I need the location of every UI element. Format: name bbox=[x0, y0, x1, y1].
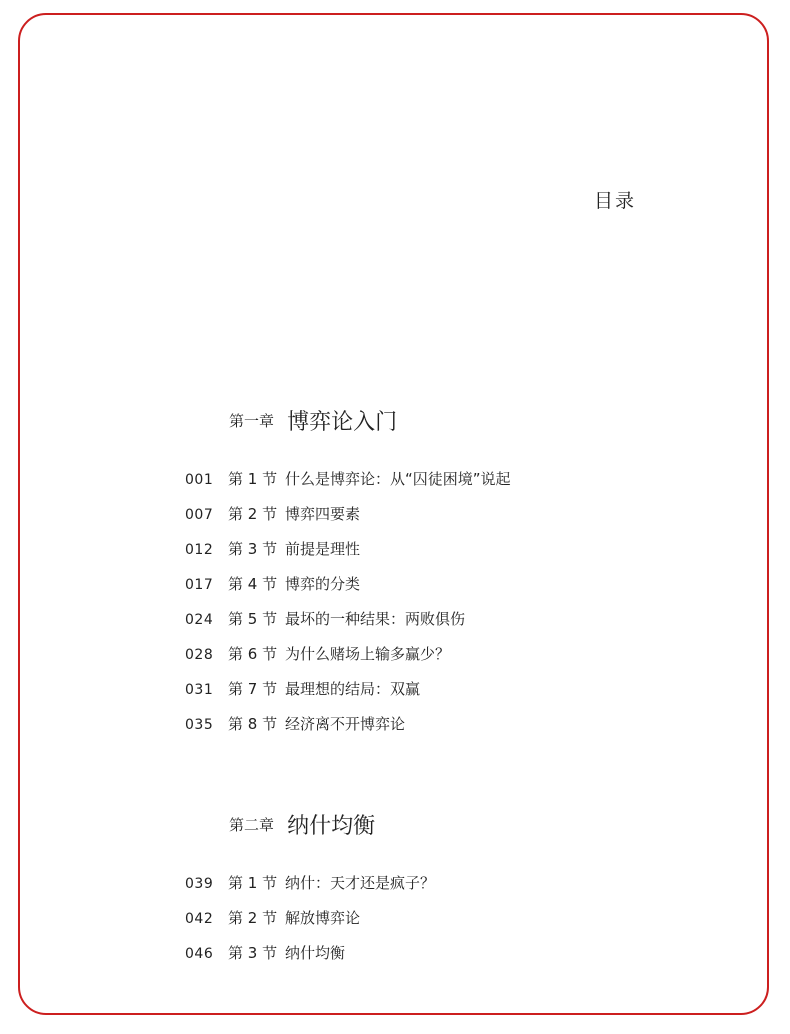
section-title: 纳什均衡 bbox=[285, 944, 346, 962]
page-number: 012 bbox=[185, 542, 214, 558]
toc-entry[interactable] bbox=[185, 644, 450, 664]
chapter-heading bbox=[229, 405, 397, 436]
chapter-name: 博弈论入门 bbox=[287, 410, 398, 435]
page-number: 017 bbox=[185, 577, 214, 593]
page-number: 028 bbox=[185, 647, 214, 663]
section-number: 第 2 节 bbox=[228, 909, 278, 927]
page-number: 007 bbox=[185, 507, 214, 523]
section-number: 第 1 节 bbox=[228, 874, 278, 892]
page-number: 042 bbox=[185, 911, 214, 927]
chapter-name: 纳什均衡 bbox=[287, 814, 376, 839]
section-title: 为什么赌场上输多赢少？ bbox=[285, 645, 451, 663]
section-title: 解放博弈论 bbox=[285, 909, 361, 927]
page-number: 046 bbox=[185, 946, 214, 962]
section-title: 最坏的一种结果：两败俱伤 bbox=[285, 610, 466, 628]
section-title: 博弈的分类 bbox=[285, 575, 361, 593]
section-number: 第 3 节 bbox=[228, 944, 278, 962]
page-number: 031 bbox=[185, 682, 214, 698]
toc-entry[interactable] bbox=[185, 469, 511, 489]
toc-entry[interactable] bbox=[185, 908, 360, 928]
section-number: 第 1 节 bbox=[228, 470, 278, 488]
section-number: 第 2 节 bbox=[228, 505, 278, 523]
page-number: 035 bbox=[185, 717, 214, 733]
section-title: 前提是理性 bbox=[285, 540, 361, 558]
chapter-heading bbox=[229, 809, 375, 840]
page-frame bbox=[18, 13, 769, 1015]
section-title: 纳什：天才还是疯子？ bbox=[285, 874, 436, 892]
chapter-label: 第一章 bbox=[229, 412, 275, 430]
toc-entry[interactable] bbox=[185, 873, 435, 893]
page-number: 039 bbox=[185, 876, 214, 892]
toc-entry[interactable] bbox=[185, 504, 360, 524]
toc-title: 目录 bbox=[594, 190, 637, 212]
section-number: 第 8 节 bbox=[228, 715, 278, 733]
toc-entry[interactable] bbox=[185, 539, 360, 559]
section-title: 博弈四要素 bbox=[285, 505, 361, 523]
toc-entry[interactable] bbox=[185, 714, 405, 734]
toc-entry[interactable] bbox=[185, 943, 345, 963]
toc-entry[interactable] bbox=[185, 609, 465, 629]
page-number: 001 bbox=[185, 472, 214, 488]
section-title: 什么是博弈论：从“囚徒困境”说起 bbox=[285, 470, 511, 488]
toc-entry[interactable] bbox=[185, 574, 360, 594]
section-title: 最理想的结局：双赢 bbox=[285, 680, 421, 698]
section-number: 第 5 节 bbox=[228, 610, 278, 628]
section-number: 第 7 节 bbox=[228, 680, 278, 698]
section-number: 第 3 节 bbox=[228, 540, 278, 558]
page-number: 024 bbox=[185, 612, 214, 628]
section-number: 第 6 节 bbox=[228, 645, 278, 663]
section-number: 第 4 节 bbox=[228, 575, 278, 593]
toc-entry[interactable] bbox=[185, 679, 420, 699]
chapter-label: 第二章 bbox=[229, 816, 275, 834]
section-title: 经济离不开博弈论 bbox=[285, 715, 406, 733]
